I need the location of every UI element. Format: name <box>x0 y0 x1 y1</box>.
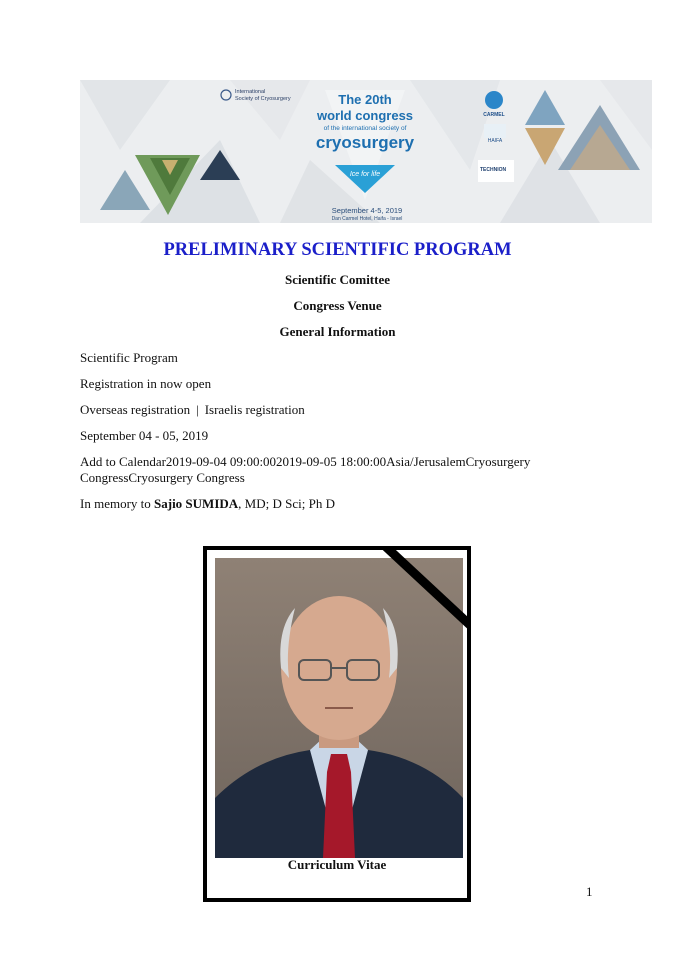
carmel-logo: CARMEL <box>483 112 505 118</box>
headline-tagline: Ice for life <box>349 171 381 178</box>
general-information-link[interactable]: General Information <box>279 324 396 339</box>
memorial-name: Sajio SUMIDA <box>154 496 239 511</box>
technion-logo: TECHNION <box>480 167 507 173</box>
registration-notice: Registration in now open <box>80 376 212 391</box>
headline-line1: The 20th <box>338 92 392 107</box>
calendar-details: CongressCryosurgery Congress <box>80 470 245 485</box>
haifa-logo: HAIFA <box>487 138 503 144</box>
add-to-calendar-link[interactable]: Add to Calendar2019-09-04 09:00:002019-09-05 18:00:00Asia/JerusalemCryosurgery <box>80 454 531 469</box>
congress-banner <box>80 80 652 223</box>
page-number: 1 <box>586 884 593 899</box>
registration-separator: | <box>196 402 199 417</box>
headline-line3: of the international society of <box>323 125 407 132</box>
scientific-program-link[interactable]: Scientific Program <box>80 350 178 365</box>
curriculum-vitae-link[interactable]: Curriculum Vitae <box>287 857 387 872</box>
page-title: PRELIMINARY SCIENTIFIC PROGRAM <box>163 240 512 260</box>
israelis-registration-link[interactable]: Israelis registration <box>204 402 305 417</box>
memorial-photo-frame <box>203 546 471 902</box>
banner-dates: September 4-5, 2019 <box>331 206 403 215</box>
headline-line4: cryosurgery <box>315 133 415 152</box>
congress-venue-link[interactable]: Congress Venue <box>293 298 382 313</box>
scientific-committee-link[interactable]: Scientific Comittee <box>284 272 391 287</box>
headline-line2: world congress <box>316 108 414 123</box>
congress-dates: September 04 - 05, 2019 <box>80 428 209 443</box>
society-name-line2: Society of Cryosurgery <box>235 96 291 102</box>
registration-links <box>80 402 305 418</box>
memorial-prefix: In memory to <box>80 496 155 511</box>
mourning-ribbon <box>377 546 471 630</box>
memorial-suffix: , MD; D Sci; Ph D <box>238 496 335 511</box>
memorial-line <box>80 496 335 512</box>
society-name-line1: International <box>235 89 266 95</box>
overseas-registration-link[interactable]: Overseas registration <box>80 402 191 417</box>
banner-venue: Dan Carmel Hotel, Haifa - Israel <box>331 216 403 222</box>
